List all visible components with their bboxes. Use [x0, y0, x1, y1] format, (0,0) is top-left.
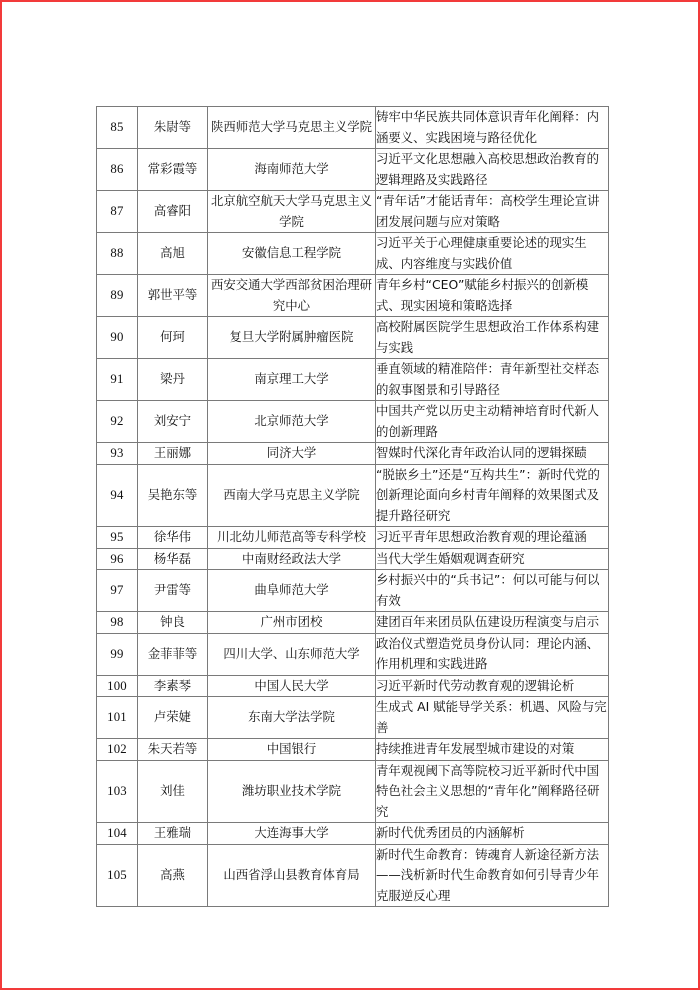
cell-author	[138, 633, 208, 675]
cell-organization	[208, 844, 376, 907]
cell-organization-text: 海南师范大学	[254, 161, 329, 177]
cell-sequence-number-text: 96	[110, 551, 124, 566]
cell-author-text: 高旭	[160, 245, 185, 261]
cell-title-text: 新时代生命教育：铸魂育人新途径新方法——浅析新时代生命教育如何引导青少年克服逆反心理	[376, 846, 600, 903]
cell-title	[376, 633, 609, 675]
cell-sequence-number	[97, 675, 138, 697]
cell-author-text: 梁丹	[160, 371, 185, 387]
table-row	[97, 233, 609, 275]
cell-title	[376, 107, 609, 149]
table-row	[97, 191, 609, 233]
table-container	[96, 106, 608, 907]
cell-organization-text: 南京理工大学	[254, 371, 329, 387]
table-row	[97, 275, 609, 317]
cell-organization-text: 中国人民大学	[254, 677, 329, 693]
cell-sequence-number-text: 88	[110, 246, 124, 261]
cell-title-text: 生成式 AI 赋能导学关系：机遇、风险与完善	[376, 699, 607, 735]
cell-sequence-number	[97, 697, 138, 739]
cell-sequence-number-text: 102	[107, 742, 127, 756]
table-row	[97, 149, 609, 191]
cell-author-text: 朱尉等	[153, 119, 192, 135]
cell-sequence-number	[97, 191, 138, 233]
table-row	[97, 359, 609, 401]
cell-sequence-number	[97, 823, 138, 845]
cell-sequence-number	[97, 760, 138, 823]
cell-organization-text: 东南大学法学院	[248, 709, 335, 725]
cell-sequence-number	[97, 633, 138, 675]
cell-sequence-number	[97, 317, 138, 359]
cell-sequence-number-text: 90	[110, 330, 124, 345]
cell-title	[376, 844, 609, 907]
cell-organization-text: 大连海事大学	[254, 825, 329, 840]
cell-author	[138, 612, 208, 634]
cell-author-text: 金菲菲等	[147, 645, 198, 661]
cell-organization-text: 广州市团校	[260, 614, 323, 629]
cell-author	[138, 739, 208, 761]
cell-author-text: 郭世平等	[147, 287, 198, 303]
cell-title-text: 习近平青年思想政治教育观的理论蕴涵	[376, 529, 587, 544]
table-row	[97, 760, 609, 823]
cell-title	[376, 401, 609, 443]
cell-author-text: 徐华伟	[153, 529, 192, 544]
cell-organization-text: 山西省浮山县教育体育局	[223, 867, 360, 882]
cell-title-text: 铸牢中华民族共同体意识青年化阐释：内涵要义、实践困境与路径优化	[376, 109, 600, 145]
cell-title	[376, 570, 609, 612]
cell-sequence-number-text: 85	[110, 120, 124, 135]
cell-title	[376, 233, 609, 275]
cell-sequence-number-text: 93	[110, 446, 124, 460]
cell-author	[138, 697, 208, 739]
cell-organization-text: 陕西师范大学马克思主义学院	[210, 119, 373, 135]
cell-title-text: 当代大学生婚姻观调查研究	[376, 550, 525, 566]
cell-author-text: 卢荣婕	[153, 709, 192, 725]
cell-organization	[208, 359, 376, 401]
cell-author	[138, 233, 208, 275]
cell-organization	[208, 633, 376, 675]
cell-organization-text: 复旦大学附属肿瘤医院	[229, 329, 354, 345]
cell-author	[138, 359, 208, 401]
cell-title-text: 习近平关于心理健康重要论述的现实生成、内容维度与实践价值	[376, 235, 587, 271]
cell-author	[138, 443, 208, 465]
cell-organization	[208, 233, 376, 275]
cell-author	[138, 317, 208, 359]
cell-organization	[208, 527, 376, 549]
cell-title	[376, 527, 609, 549]
cell-title-text: 习近平新时代劳动教育观的逻辑论析	[376, 677, 575, 693]
cell-sequence-number-text: 105	[107, 868, 127, 882]
cell-author-text: 尹雷等	[153, 582, 192, 598]
cell-title-text: 持续推进青年发展型城市建设的对策	[376, 741, 575, 756]
cell-sequence-number-text: 87	[110, 204, 124, 219]
cell-organization-text: 北京航空航天大学马克思主义学院	[210, 193, 373, 229]
cell-author-text: 高睿阳	[153, 203, 192, 219]
cell-author-text: 钟良	[160, 614, 185, 629]
cell-author-text: 王雅瑞	[153, 825, 192, 840]
cell-organization-text: 西南大学马克思主义学院	[223, 487, 360, 502]
cell-author	[138, 527, 208, 549]
cell-title-text: 青年乡村“CEO”赋能乡村振兴的创新模式、现实困境和策略选择	[376, 277, 589, 313]
cell-title-text: “脱嵌乡土”还是“互构共生”：新时代党的创新理论面向乡村青年阐释的效果图式及提升路径研究	[376, 466, 600, 523]
cell-author-text: 李素琴	[153, 677, 192, 693]
cell-title-text: 垂直领域的精准陪伴：青年新型社交样态的叙事图景和引导路径	[376, 361, 600, 397]
cell-sequence-number-text: 99	[110, 646, 124, 661]
cell-organization	[208, 107, 376, 149]
cell-title-text: 乡村振兴中的“兵书记”：何以可能与何以有效	[376, 572, 600, 608]
cell-organization-text: 安徽信息工程学院	[241, 245, 342, 261]
cell-title	[376, 697, 609, 739]
table-row	[97, 443, 609, 465]
cell-sequence-number-text: 91	[110, 372, 124, 387]
cell-organization-text: 北京师范大学	[254, 413, 329, 429]
cell-author-text: 王丽娜	[153, 445, 192, 460]
cell-title	[376, 612, 609, 634]
cell-title	[376, 191, 609, 233]
cell-author-text: 何珂	[160, 329, 185, 345]
cell-sequence-number-text: 101	[107, 710, 127, 725]
cell-sequence-number-text: 95	[110, 530, 124, 544]
cell-author-text: 常彩霞等	[147, 161, 198, 177]
cell-author	[138, 760, 208, 823]
table-row	[97, 401, 609, 443]
cell-title	[376, 464, 609, 527]
cell-author	[138, 191, 208, 233]
cell-title	[376, 675, 609, 697]
cell-sequence-number	[97, 149, 138, 191]
cell-author-text: 杨华磊	[153, 550, 192, 566]
cell-sequence-number	[97, 107, 138, 149]
cell-author	[138, 464, 208, 527]
cell-organization	[208, 612, 376, 634]
cell-organization	[208, 823, 376, 845]
cell-sequence-number	[97, 739, 138, 761]
cell-sequence-number-text: 97	[110, 583, 124, 598]
cell-author-text: 吴艳东等	[147, 487, 198, 502]
cell-title	[376, 823, 609, 845]
cell-organization	[208, 275, 376, 317]
cell-title-text: 高校附属医院学生思想政治工作体系构建与实践	[376, 319, 600, 355]
cell-title	[376, 760, 609, 823]
cell-organization	[208, 317, 376, 359]
cell-sequence-number-text: 100	[107, 678, 127, 693]
table-row	[97, 675, 609, 697]
cell-organization-text: 中国银行	[266, 741, 317, 756]
cell-title	[376, 443, 609, 465]
submissions-table	[96, 106, 609, 907]
cell-author	[138, 548, 208, 570]
cell-author	[138, 675, 208, 697]
cell-organization-text: 潍坊职业技术学院	[241, 783, 342, 798]
table-row	[97, 527, 609, 549]
cell-organization	[208, 464, 376, 527]
table-row	[97, 548, 609, 570]
cell-organization-text: 四川大学、山东师范大学	[223, 645, 360, 661]
cell-sequence-number-text: 104	[107, 826, 127, 840]
cell-author	[138, 107, 208, 149]
table-row	[97, 570, 609, 612]
cell-title-text: “青年话”才能话青年：高校学生理论宣讲团发展问题与应对策略	[376, 193, 600, 229]
cell-sequence-number	[97, 443, 138, 465]
cell-sequence-number	[97, 548, 138, 570]
table-row	[97, 612, 609, 634]
cell-organization-text: 川北幼儿师范高等专科学校	[217, 529, 366, 544]
cell-author-text: 朱天若等	[147, 741, 198, 756]
cell-sequence-number	[97, 570, 138, 612]
cell-sequence-number	[97, 527, 138, 549]
cell-organization	[208, 149, 376, 191]
cell-title	[376, 317, 609, 359]
cell-author	[138, 844, 208, 907]
cell-sequence-number	[97, 275, 138, 317]
cell-author-text: 高燕	[160, 867, 185, 882]
cell-author	[138, 401, 208, 443]
cell-title	[376, 149, 609, 191]
cell-organization	[208, 191, 376, 233]
table-row	[97, 697, 609, 739]
cell-sequence-number	[97, 359, 138, 401]
cell-sequence-number-text: 98	[110, 615, 124, 629]
cell-author	[138, 823, 208, 845]
cell-title-text: 习近平文化思想融入高校思想政治教育的逻辑理路及实践路径	[376, 151, 600, 187]
cell-sequence-number	[97, 401, 138, 443]
cell-sequence-number	[97, 464, 138, 527]
cell-title-text: 新时代优秀团员的内涵解析	[376, 825, 525, 840]
cell-author	[138, 275, 208, 317]
cell-organization	[208, 760, 376, 823]
cell-organization	[208, 739, 376, 761]
cell-organization	[208, 570, 376, 612]
table-row	[97, 633, 609, 675]
cell-sequence-number	[97, 612, 138, 634]
cell-author-text: 刘佳	[160, 783, 185, 798]
cell-organization-text: 同济大学	[266, 445, 317, 460]
cell-author	[138, 149, 208, 191]
cell-sequence-number-text: 92	[110, 414, 124, 429]
cell-title-text: 中国共产党以历史主动精神培育时代新人的创新理路	[376, 403, 600, 439]
cell-organization	[208, 401, 376, 443]
table-row	[97, 844, 609, 907]
table-row	[97, 823, 609, 845]
table-row	[97, 464, 609, 527]
cell-title-text: 智媒时代深化青年政治认同的逻辑探赜	[376, 445, 587, 460]
cell-organization	[208, 443, 376, 465]
cell-organization	[208, 697, 376, 739]
cell-organization-text: 西安交通大学西部贫困治理研究中心	[210, 277, 373, 313]
cell-title	[376, 359, 609, 401]
cell-title	[376, 548, 609, 570]
cell-organization-text: 曲阜师范大学	[254, 582, 329, 598]
cell-sequence-number-text: 94	[110, 488, 124, 502]
cell-sequence-number	[97, 233, 138, 275]
cell-title-text: 政治仪式塑造党员身份认同：理论内涵、作用机理和实践进路	[376, 635, 600, 671]
cell-sequence-number	[97, 844, 138, 907]
cell-title-text: 青年观视阈下高等院校习近平新时代中国特色社会主义思想的“青年化”阐释路径研究	[376, 762, 600, 819]
cell-sequence-number-text: 86	[110, 162, 124, 177]
table-row	[97, 107, 609, 149]
table-row	[97, 317, 609, 359]
cell-organization	[208, 675, 376, 697]
cell-sequence-number-text: 103	[107, 784, 127, 798]
cell-author-text: 刘安宁	[153, 413, 192, 429]
cell-title-text: 建团百年来团员队伍建设历程演变与启示	[376, 614, 600, 629]
cell-author	[138, 570, 208, 612]
cell-organization-text: 中南财经政法大学	[241, 550, 342, 566]
cell-sequence-number-text: 89	[110, 288, 124, 303]
table-body	[97, 107, 609, 907]
cell-organization	[208, 548, 376, 570]
cell-title	[376, 275, 609, 317]
cell-title	[376, 739, 609, 761]
table-row	[97, 739, 609, 761]
